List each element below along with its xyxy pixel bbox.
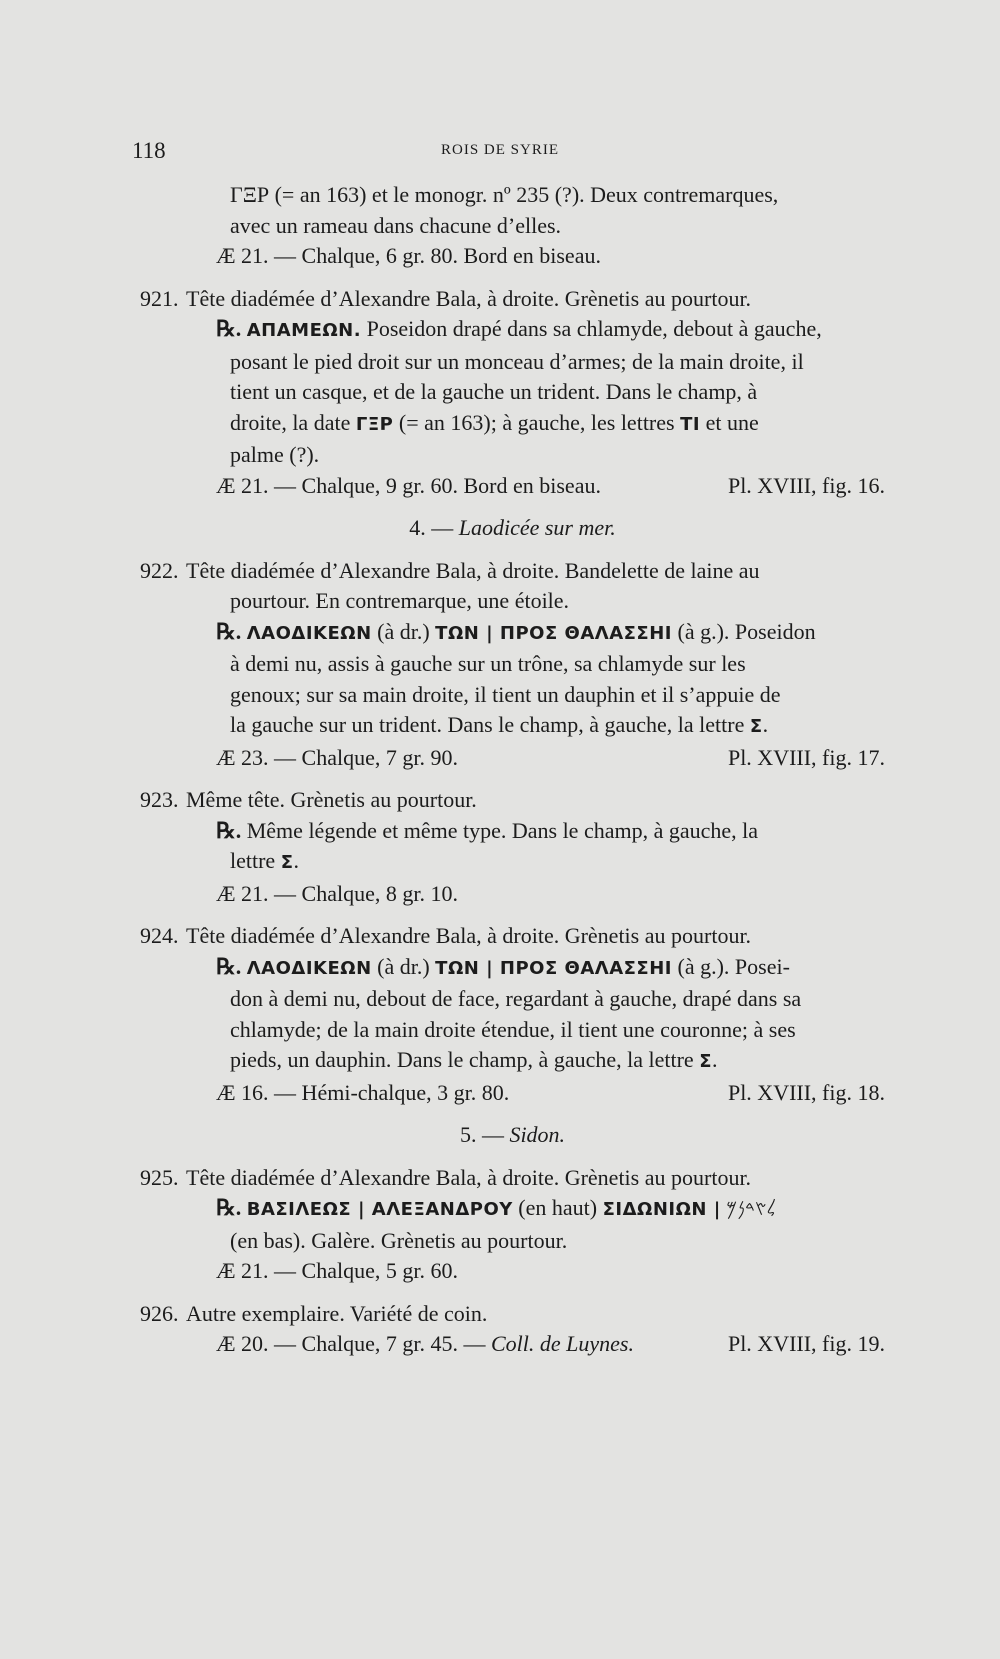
text-span: (à g.). Poseidon	[672, 618, 816, 644]
obverse-line	[140, 284, 885, 315]
text-line: palme (?).	[230, 442, 320, 467]
text-span: (à dr.)	[371, 618, 436, 644]
obverse-line	[140, 785, 885, 816]
section-name: Sidon.	[509, 1122, 566, 1147]
metal-line: Æ 21. — Chalque, 6 gr. 80. Bord en biseau.	[216, 243, 601, 268]
metal-text: Æ 23. — Chalque, 7 gr. 90.	[216, 744, 458, 770]
reverse-text: Même légende et même type. Dans le champ, à gauche, la	[241, 817, 759, 843]
reverse-line	[140, 1193, 885, 1226]
greek-legend: ΒΑΣΙΛΕΩΣ | ΑΛΕΞΑΝΔΡΟΥ	[246, 1199, 513, 1220]
recipe-symbol: ℞.	[216, 316, 242, 341]
text-span: (en haut)	[512, 1195, 603, 1220]
obverse-text: Même tête. Grènetis au pourtour.	[186, 787, 477, 812]
entry-921	[140, 284, 885, 502]
greek-letters: ΤΙ	[680, 413, 701, 435]
entry-920-continuation	[140, 180, 885, 272]
phoenician-legend: 𐤋𐤑𐤃𐤍𐤌	[726, 1196, 777, 1220]
text-line: tient un casque, et de la gauche un trident. Dans le champ, à	[230, 379, 758, 404]
plate-reference: Pl. XVIII, fig. 17.	[727, 744, 885, 770]
metal-text: Æ 21. — Chalque, 9 gr. 60. Bord en biseau.	[216, 472, 601, 498]
section-heading-4	[140, 513, 885, 544]
entry-number: 923.	[140, 787, 179, 812]
recipe-symbol: ℞.	[216, 618, 242, 644]
text-line: (en bas). Galère. Grènetis au pourtour.	[230, 1227, 568, 1253]
text-span: pieds, un dauphin. Dans le champ, à gauche, la lettre	[230, 1047, 700, 1072]
obverse-text: Autre exemplaire. Variété de coin.	[186, 1300, 488, 1326]
obverse-line	[140, 921, 885, 952]
text-span: (à dr.)	[371, 953, 436, 979]
text-line: ΓΞΡ (= an 163) et le monogr. nº 235 (?). Deux contremarques,	[230, 182, 779, 207]
obverse-line	[140, 1299, 885, 1330]
obverse-line	[140, 1163, 885, 1194]
plate-reference: Pl. XVIII, fig. 18.	[727, 1079, 885, 1105]
text-line	[140, 846, 885, 879]
text-line	[140, 408, 885, 441]
reverse-line	[140, 314, 885, 347]
text-line: à demi nu, assis à gauche sur un trône, sa chlamyde sur les	[230, 651, 746, 676]
section-heading-5	[140, 1120, 885, 1151]
text-line: genoux; sur sa main droite, il tient un dauphin et il s’appuie de	[230, 681, 781, 707]
entry-number: 924.	[140, 923, 179, 948]
metal-line: Æ 21. — Chalque, 5 gr. 60.	[216, 1258, 458, 1283]
obverse-line	[140, 556, 885, 587]
page-header	[0, 138, 1000, 168]
metal-line	[140, 1329, 885, 1360]
obverse-text: Tête diadémée d’Alexandre Bala, à droite. Grènetis au pourtour.	[186, 285, 752, 311]
entry-number: 922.	[140, 557, 179, 583]
entry-924	[140, 921, 885, 1108]
text-span: lettre	[230, 848, 281, 873]
recipe-symbol: ℞.	[216, 817, 242, 843]
section-name: Laodicée sur mer.	[458, 515, 616, 540]
metal-line	[140, 743, 885, 774]
text-span: droite, la date	[230, 409, 356, 435]
greek-letter: Σ	[280, 852, 294, 873]
obverse-text: Tête diadémée d’Alexandre Bala, à droite. Grènetis au pourtour.	[186, 1164, 752, 1190]
reverse-line	[140, 816, 885, 847]
entry-922	[140, 556, 885, 774]
collection-reference: Coll. de Luynes.	[491, 1331, 634, 1356]
text-line: don à demi nu, debout de face, regardant à gauche, drapé dans sa	[230, 986, 802, 1011]
reverse-line	[140, 617, 885, 650]
entry-925	[140, 1163, 885, 1287]
entry-923	[140, 785, 885, 909]
plate-reference: Pl. XVIII, fig. 19.	[727, 1331, 885, 1356]
text-span: .	[711, 1047, 718, 1072]
greek-date: ΓΞΡ	[355, 413, 394, 435]
greek-legend: ΤΩΝ | ΠΡΟΣ ΘΑΛΑΣΣΗΙ	[435, 957, 672, 979]
text-span: (à g.). Posei-	[672, 953, 790, 979]
text-line	[140, 1045, 885, 1078]
text-line: avec un rameau dans chacune d’elles.	[230, 212, 562, 238]
plate-reference: Pl. XVIII, fig. 16.	[727, 472, 885, 498]
obverse-text: Tête diadémée d’Alexandre Bala, à droite. Bandelette de laine au	[186, 557, 760, 583]
section-number: 5. —	[459, 1122, 510, 1147]
text-line: chlamyde; de la main droite étendue, il tient une couronne; à ses	[230, 1016, 796, 1042]
text-span: et une	[700, 409, 759, 435]
entry-number: 926.	[140, 1300, 179, 1326]
reverse-line	[140, 952, 885, 985]
greek-legend: ΑΠΑΜΕΩΝ.	[246, 320, 362, 341]
greek-legend: ΛΑΟΔΙΚΕΩΝ	[246, 957, 372, 979]
text-line	[140, 710, 885, 743]
page-number: 118	[132, 138, 166, 163]
obverse-text: Tête diadémée d’Alexandre Bala, à droite. Grènetis au pourtour.	[186, 923, 752, 948]
entry-number: 921.	[140, 285, 179, 311]
reverse-text: Poseidon drapé dans sa chlamyde, debout à gauche,	[361, 316, 822, 341]
entry-926	[140, 1299, 885, 1360]
greek-letter: Σ	[749, 716, 763, 737]
greek-legend: ΤΩΝ | ΠΡΟΣ ΘΑΛΑΣΣΗΙ	[435, 622, 672, 644]
metal-line	[140, 471, 885, 502]
metal-line	[140, 1078, 885, 1109]
section-number: 4. —	[409, 515, 459, 540]
text-line: posant le pied droit sur un monceau d’armes; de la main droite, il	[230, 348, 804, 374]
text-line: pourtour. En contremarque, une étoile.	[230, 588, 570, 613]
running-title: ROIS DE SYRIE	[440, 142, 559, 158]
entry-number: 925.	[140, 1164, 179, 1190]
metal-text: Æ 20. — Chalque, 7 gr. 45. —	[216, 1331, 491, 1356]
greek-legend: ΣΙΔΩΝΙΩΝ |	[602, 1199, 721, 1220]
text-span: (= an 163); à gauche, les lettres	[393, 409, 681, 435]
text-span: la gauche sur un trident. Dans le champ, à gauche, la lettre	[230, 712, 750, 737]
page-body	[140, 180, 885, 1372]
text-span: .	[762, 712, 769, 737]
greek-legend: ΛΑΟΔΙΚΕΩΝ	[246, 622, 372, 644]
metal-line: Æ 21. — Chalque, 8 gr. 10.	[216, 880, 458, 906]
text-span: .	[293, 848, 299, 873]
metal-text: Æ 16. — Hémi-chalque, 3 gr. 80.	[216, 1079, 510, 1105]
greek-letter: Σ	[699, 1051, 712, 1072]
recipe-symbol: ℞.	[216, 953, 242, 979]
recipe-symbol: ℞.	[216, 1195, 242, 1220]
